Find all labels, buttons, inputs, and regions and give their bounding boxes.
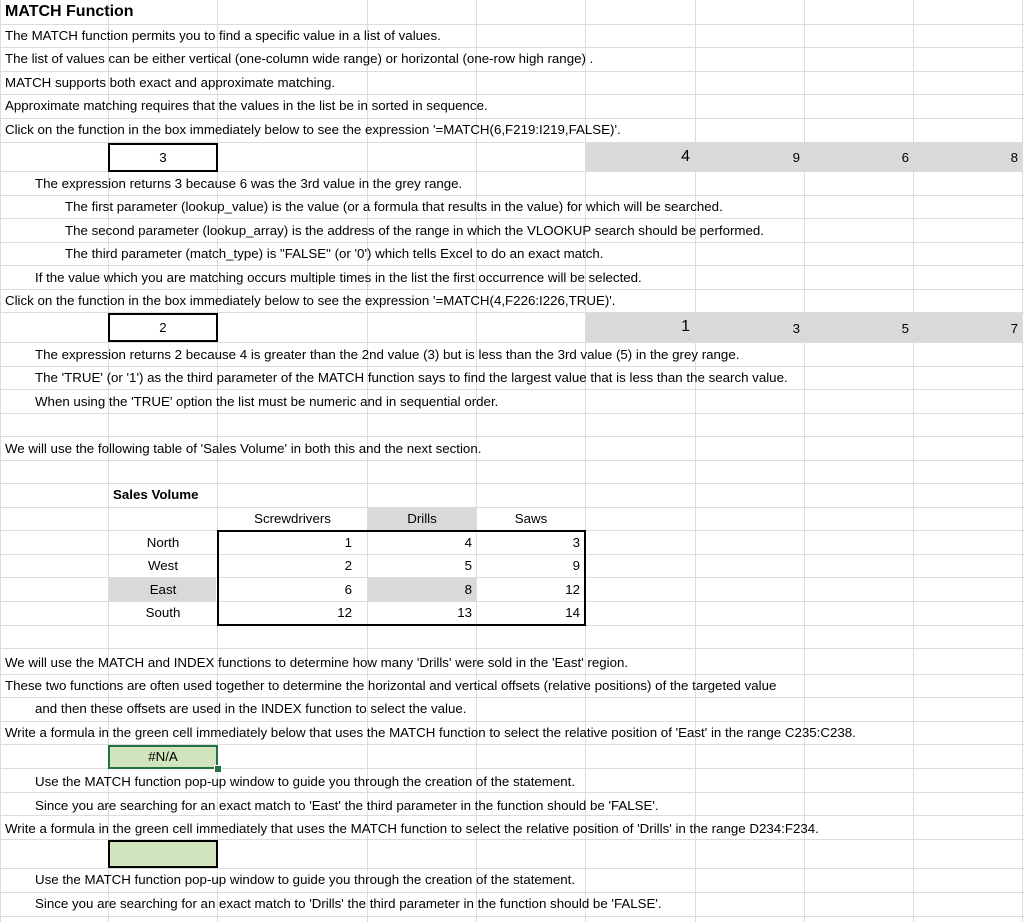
table-intro: We will use the following table of 'Sales Volume' in both this and the next section. (5, 441, 482, 456)
gridline (0, 289, 1024, 290)
green-answer-cell-2[interactable] (108, 840, 218, 868)
column-header-saws: Saws (514, 511, 548, 526)
grey-value: 4 (681, 148, 690, 165)
gridline (0, 218, 1024, 219)
row-label-north: North (146, 535, 180, 550)
gridline (0, 24, 1024, 25)
section-text: and then these offsets are used in the INDEX function to select the value. (35, 701, 467, 716)
note-line: The expression returns 2 because 4 is greater than the 2nd value (3) but is less than the 3rd value (5) in the grey range. (35, 347, 740, 362)
intro-line: MATCH supports both exact and approximate matching. (5, 75, 336, 90)
hint-line: Use the MATCH function pop-up window to guide you through the creation of the statement. (35, 872, 576, 887)
column-header-drills: Drills (407, 511, 437, 526)
intro-line: The MATCH function permits you to find a specific value in a list of values. (5, 28, 441, 43)
page-title: MATCH Function (5, 3, 134, 20)
intro-line: Click on the function in the box immediately below to see the expression '=MATCH(6,F219:I219,FALSE)'. (5, 122, 621, 137)
gridline (0, 892, 1024, 893)
grey-value: 8 (1010, 150, 1018, 165)
hint-line: Since you are searching for an exact match to 'Drills' the third parameter in the function should be 'FALSE'. (35, 896, 662, 911)
column-header-screwdrivers: Screwdrivers (254, 511, 331, 526)
data-cell: 6 (344, 582, 352, 597)
section-text: Write a formula in the green cell immediately below that uses the MATCH function to select the relative position of 'East' in the range C235:C238. (5, 725, 856, 740)
gridline (0, 94, 1024, 95)
data-cell: 14 (565, 605, 580, 620)
gridline (913, 0, 914, 922)
green-answer-cell-1[interactable] (108, 745, 218, 769)
row-label-west: West (147, 558, 179, 573)
note-line: The 'TRUE' (or '1') as the third parameter of the MATCH function says to find the largest value that is less than the search value. (35, 370, 788, 385)
gridline (0, 265, 1024, 266)
data-cell: 8 (464, 582, 472, 597)
gridline (585, 0, 586, 922)
gridline (0, 697, 1024, 698)
table-title: Sales Volume (113, 487, 199, 502)
row-label-east: East (149, 582, 177, 597)
fill-handle[interactable] (214, 765, 222, 773)
gridline (0, 916, 1024, 917)
row-label-south: South (145, 605, 181, 620)
gridline (0, 483, 1024, 484)
gridline (1022, 0, 1023, 922)
grey-value: 5 (901, 321, 909, 336)
hint-line: Since you are searching for an exact match to 'East' the third parameter in the function should be 'FALSE'. (35, 798, 659, 813)
gridline (695, 0, 696, 922)
data-cell: 13 (457, 605, 472, 620)
section-text: These two functions are often used together to determine the horizontal and vertical offsets (relative positions) of the targeted value (5, 678, 777, 693)
gridline (0, 342, 1024, 343)
gridline (0, 815, 1024, 816)
section-text: We will use the MATCH and INDEX functions to determine how many 'Drills' were sold in the 'East' region. (5, 655, 629, 670)
grey-value: 7 (1010, 321, 1018, 336)
gridline (0, 436, 1024, 437)
gridline (804, 0, 805, 922)
grey-value: 1 (681, 318, 690, 335)
note-line: The second parameter (lookup_array) is the address of the range in which the VLOOKUP search should be performed. (65, 223, 764, 238)
gridline (0, 366, 1024, 367)
gridline (0, 413, 1024, 414)
match-result-cell-2[interactable] (108, 313, 218, 342)
data-cell: 3 (572, 535, 580, 550)
grey-value: 6 (901, 150, 909, 165)
gridline (0, 721, 1024, 722)
match-result-value: 3 (159, 150, 167, 165)
note-line: The third parameter (match_type) is "FALSE" (or '0') which tells Excel to do an exact match. (65, 246, 604, 261)
data-cell: 1 (344, 535, 352, 550)
hint-line: Use the MATCH function pop-up window to guide you through the creation of the statement. (35, 774, 576, 789)
gridline (0, 71, 1024, 72)
match-result-value: 2 (159, 320, 167, 335)
gridline (0, 389, 1024, 390)
gridline (0, 242, 1024, 243)
gridline (0, 674, 1024, 675)
intro-line: Approximate matching requires that the values in the list be in sorted in sequence. (5, 98, 488, 113)
gridline (0, 648, 1024, 649)
data-cell: 5 (464, 558, 472, 573)
gridline (0, 507, 1024, 508)
gridline (0, 47, 1024, 48)
note-line: The first parameter (lookup_value) is the value (or a formula that results in the value) for which will be searched. (65, 199, 723, 214)
note-line: Click on the function in the box immediately below to see the expression '=MATCH(4,F226:I226,TRUE)'. (5, 293, 616, 308)
gridline (0, 0, 1, 922)
gridline (0, 868, 1024, 869)
note-line: If the value which you are matching occurs multiple times in the list the first occurrence will be selected. (35, 270, 642, 285)
grey-value: 9 (792, 150, 800, 165)
data-cell: 4 (464, 535, 472, 550)
green-cell-value: #N/A (148, 749, 178, 764)
gridline (0, 460, 1024, 461)
data-cell: 9 (572, 558, 580, 573)
data-cell: 12 (337, 605, 352, 620)
gridline (0, 195, 1024, 196)
data-cell: 2 (344, 558, 352, 573)
note-line: The expression returns 3 because 6 was the 3rd value in the grey range. (35, 176, 463, 191)
grey-value: 3 (792, 321, 800, 336)
intro-line: The list of values can be either vertical (one-column wide range) or horizontal (one-row high range) . (5, 51, 594, 66)
data-cell: 12 (565, 582, 580, 597)
gridline (0, 118, 1024, 119)
gridline (0, 792, 1024, 793)
note-line: When using the 'TRUE' option the list must be numeric and in sequential order. (35, 394, 499, 409)
match-result-cell-1[interactable] (108, 143, 218, 172)
task-line: Write a formula in the green cell immediately that uses the MATCH function to select the relative position of 'Drills' in the range D234:F234. (5, 821, 819, 836)
